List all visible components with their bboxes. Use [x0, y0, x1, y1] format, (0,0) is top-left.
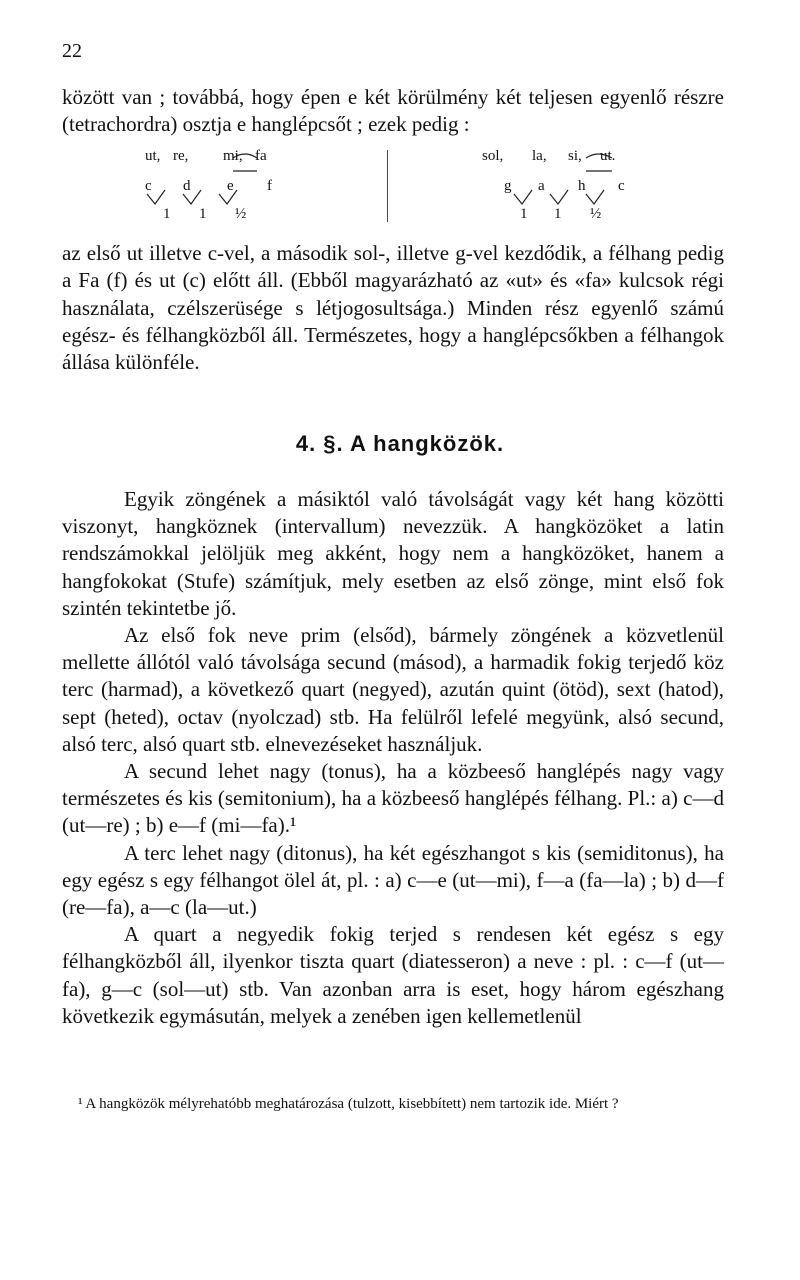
letter-f: f [267, 178, 272, 194]
step-whole-1: 1 [163, 206, 171, 222]
syllable-mi: mi, [223, 148, 243, 164]
body-paragraph: Egyik zöngének a másiktól való távolságát vagy két hang közötti viszonyt, hangköznek (intervallum) nevezzük. A hangközöket a latin rendszámokkal jelöljük meg akként, hogy nem a hangközöket, hanem a hangfokokat (Stufe) számítjuk, mely esetben az első zönge, mint első fok szintén tekintetbe jő. [62, 487, 724, 620]
letter-h: h [578, 178, 586, 194]
section-heading: 4. §. A hangközök. [295, 431, 505, 456]
syllable-si: si, [568, 148, 582, 164]
tetrachord-explanation: az első ut illetve c-vel, a második sol-, illetve g-vel kezdődik, a félhang pedig a Fa (f) és ut (c) előtt áll. (Ebből magyarázható az «ut» és «fa» kulcsok régi használata, czélszerüsége s létjogosultsága.) Minden rész egyenlő számú egész- és félhangközből áll. Természetes, hogy a hanglépcsőkben a félhangok állása különféle. [62, 241, 724, 375]
syllable-ut: ut. [600, 148, 616, 164]
letter-g: g [504, 178, 512, 194]
syllable-fa: fa [255, 148, 267, 164]
body-paragraph: A quart a negyedik fokig terjed s rendesen két egész s egy félhangközből áll, ilyenkor tiszta quart (diatesseron) a neve : pl. : c—f (ut—fa), g—c (sol—ut) stb. Van azonban arra is eset, hogy három egészhang következik egymásután, melyek a zenében igen kellemetlenül [62, 922, 724, 1028]
tetrachord-diagram-left [145, 148, 335, 228]
section-body [62, 486, 724, 1030]
step-whole-2: 1 [199, 206, 207, 222]
letter-c: c [145, 178, 152, 194]
letter-a: a [538, 178, 545, 194]
diagram-divider [387, 150, 388, 222]
syllable-re: re, [173, 148, 189, 164]
tetrachord-diagram-right [482, 148, 672, 228]
body-paragraph: A terc lehet nagy (ditonus), ha két egészhangot s kis (semiditonus), ha egy egész s egy félhangot ölel át, pl. : a) c—e (ut—mi), f—a (fa—la) ; b) d—f (re—fa), a—c (la—ut.) [62, 840, 724, 920]
letter-e: e [227, 178, 234, 194]
footnote [62, 1093, 724, 1115]
step-half: ½ [235, 206, 247, 222]
step-whole-2: 1 [554, 206, 562, 222]
syllable-sol: sol, [482, 148, 504, 164]
intro-paragraph: között van ; továbbá, hogy épen e két körülmény két teljesen egyenlő részre (tetrachordra) osztja e hanglépcsőt ; ezek pedig : [62, 85, 724, 137]
syllable-la: la, [532, 148, 547, 164]
step-whole-1: 1 [520, 206, 528, 222]
letter-d: d [183, 178, 191, 194]
page-number: 22 [62, 40, 82, 62]
letter-c: c [618, 178, 625, 194]
syllable-ut: ut, [145, 148, 161, 164]
footnote-text: ¹ A hangközök mélyrehatóbb meghatározása (tulzott, kisebbített) nem tartozik ide. Miért ? [78, 1096, 619, 1112]
body-paragraph: A secund lehet nagy (tonus), ha a közbeeső hanglépés nagy vagy természetes és kis (semitonium), ha a közbeeső hanglépés félhang. Pl.: a) c—d (ut—re) ; b) e—f (mi—fa).¹ [62, 759, 724, 838]
step-half: ½ [590, 206, 602, 222]
body-paragraph: Az első fok neve prim (elsőd), bármely zöngének a közvetlenül mellette állótól való távolsága secund (másod), a harmadik fokig terjedő köz terc (harmad), a következő quart (negyed), azután quint (ötöd), sext (hatod), sept (heted), octav (nyolczad) stb. Ha felülről lefelé megyünk, alsó secund, alsó terc, alsó quart stb. elnevezéseket használjuk. [62, 623, 724, 756]
